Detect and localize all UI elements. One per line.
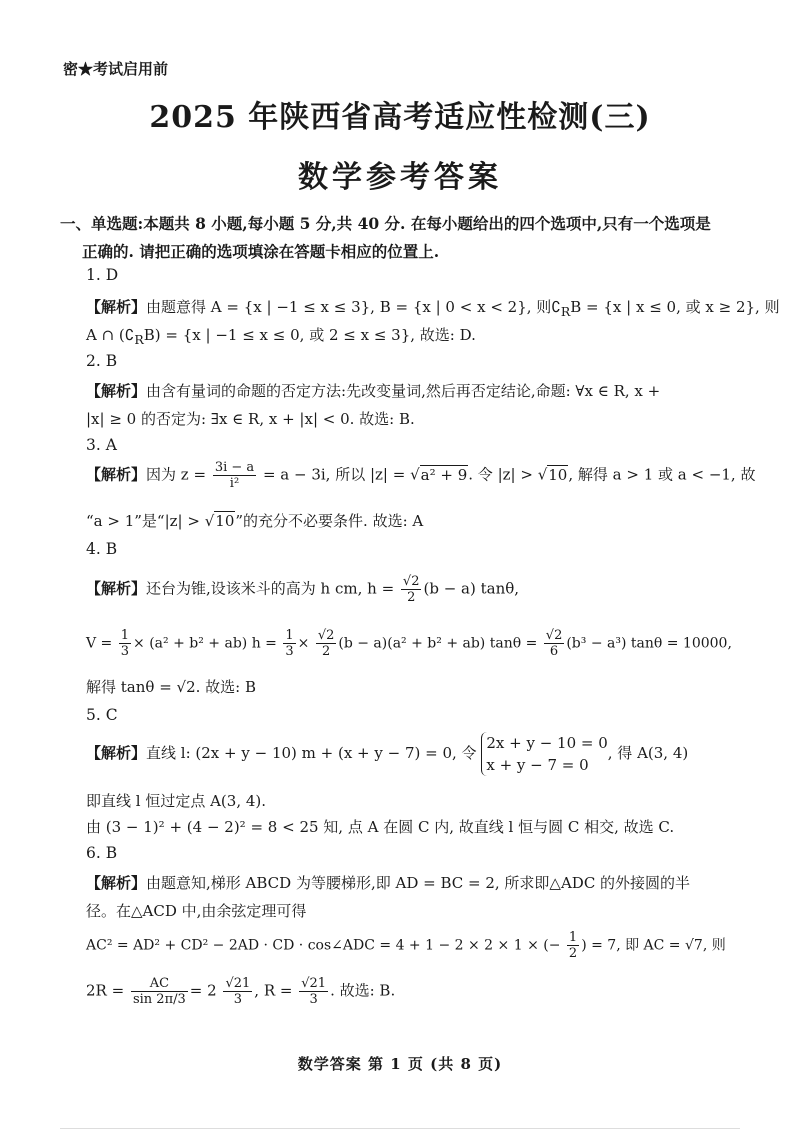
- answer-4: 4. B: [86, 540, 118, 558]
- bottom-divider: [60, 1128, 740, 1129]
- q3-text: , 解得 a > 1 或 a < −1, 故: [568, 465, 756, 484]
- q6-fraction: [299, 976, 328, 1007]
- page-footer: 数学答案 第 1 页 (共 8 页): [297, 1055, 503, 1073]
- q6-line-2: 径。在△ACD 中,由余弦定理可得: [86, 902, 307, 920]
- answer-3: 3. A: [86, 436, 117, 454]
- q1-text: B = {x | x ≤ 0, 或 x ≥ 2}, 则: [570, 298, 780, 316]
- q6-text: , R =: [254, 981, 293, 1000]
- q6-frac-den: 2: [568, 946, 578, 961]
- q1-text: B) = {x | −1 ≤ x ≤ 0, 或 2 ≤ x ≤ 3}, 故选: D.: [143, 326, 476, 344]
- jiexi-label: 【解析】: [86, 874, 147, 892]
- q4-frac-den: 2: [407, 590, 416, 605]
- jiexi-label: 【解析】: [86, 465, 147, 484]
- q3-fraction: [213, 460, 256, 491]
- q6-text: AC² = AD² + CD² − 2AD · CD · cos∠ADC = 4 + 1 − 2 × 2 × 1 × (−: [86, 937, 561, 954]
- q6-frac-den: sin 2π/3: [132, 992, 186, 1007]
- jiexi-label: 【解析】: [86, 744, 147, 762]
- q2-line-2: |x| ≥ 0 的否定为: ∃x ∈ R, x + |x| < 0. 故选: B.: [86, 410, 415, 428]
- confidential-mark: 密★考试启用前: [63, 60, 169, 78]
- q4-fraction: [283, 628, 295, 659]
- section-heading: [60, 210, 750, 266]
- q1-line-1: [86, 296, 780, 319]
- section-line-1: 一、单选题:本题共 8 小题,每小题 5 分,共 40 分. 在每小题给出的四个选项中,只有一个选项是: [60, 214, 711, 233]
- jiexi-label: 【解析】: [86, 382, 147, 400]
- q3-text: ”的充分不必要条件. 故选: A: [235, 512, 424, 530]
- q6-text: 2R =: [86, 981, 125, 1000]
- page-subtitle: 数学参考答案: [298, 160, 502, 195]
- q6-frac-num: √21: [301, 976, 327, 991]
- q4-line-3: 解得 tanθ = √2. 故选: B: [86, 678, 257, 696]
- q3-line-2: “a > 1”是“|z| > √10”的充分不必要条件. 故选: A: [86, 512, 424, 530]
- q4-frac-den: 3: [285, 644, 294, 659]
- q4-fraction: [119, 628, 131, 659]
- jiexi-label: 【解析】: [86, 579, 147, 598]
- q6-line-1: [86, 872, 746, 893]
- q4-text: (b − a)(a² + b² + ab) tanθ =: [338, 635, 538, 652]
- q5-text: 直线 l: (2x + y − 10) m + (x + y − 7) = 0, 令: [146, 744, 477, 762]
- q5-line-1: [86, 732, 746, 776]
- q3-sqrt: 10: [215, 512, 235, 530]
- q1-line-2: [86, 324, 746, 347]
- q2-text: 由含有量词的命题的否定方法:先改变量词,然后再否定结论,命题: ∀x ∈ R, x +: [146, 382, 661, 400]
- q3-frac-num: 3i − a: [214, 460, 255, 475]
- q3-text: “a > 1”是“|z| >: [86, 512, 200, 530]
- q6-line-4: [86, 976, 746, 1007]
- q4-frac-den: 2: [321, 644, 331, 659]
- q4-text: × (a² + b² + ab) h =: [133, 635, 277, 652]
- q1-sub: R: [560, 304, 571, 319]
- q6-frac-num: √21: [225, 976, 251, 991]
- q6-text: . 故选: B.: [330, 981, 396, 1000]
- q4-fraction: [401, 574, 422, 605]
- q3-sqrt: 10: [548, 465, 568, 484]
- q1-text: A ∩ (∁: [86, 326, 135, 344]
- q5-eq-1: 2x + y − 10 = 0: [486, 734, 608, 752]
- q3-frac-den: i²: [229, 476, 240, 491]
- q3-text: = a − 3i, 所以 |z| =: [262, 465, 406, 484]
- q6-text: = 2: [189, 981, 217, 1000]
- q5-line-3: 由 (3 − 1)² + (4 − 2)² = 8 < 25 知, 点 A 在圆 C 内, 故直线 l 恒与圆 C 相交, 故选 C.: [86, 818, 675, 836]
- jiexi-label: 【解析】: [86, 298, 147, 316]
- q4-frac-den: 6: [549, 644, 559, 659]
- q4-text: V =: [86, 635, 113, 652]
- q3-text: 因为 z =: [146, 465, 207, 484]
- q4-line-2: [86, 628, 746, 659]
- answer-6: 6. B: [86, 844, 118, 862]
- q1-sub: R: [134, 332, 144, 347]
- q6-fraction: [567, 930, 579, 961]
- q4-frac-num: √2: [545, 628, 563, 643]
- answer-5: 5. C: [86, 706, 118, 724]
- q4-frac-num: 1: [285, 628, 294, 643]
- q1-text: 由题意得 A = {x | −1 ≤ x ≤ 3}, B = {x | 0 < x < 2}, 则∁: [146, 298, 561, 316]
- q4-text: (b − a) tanθ,: [423, 579, 520, 598]
- q6-line-3: [86, 930, 746, 961]
- q4-frac-num: √2: [317, 628, 335, 643]
- q6-fraction: [131, 976, 188, 1007]
- q6-frac-num: 1: [568, 930, 578, 945]
- q6-frac-den: 3: [233, 992, 242, 1007]
- q4-text: ×: [297, 635, 310, 652]
- q5-eq-2: x + y − 7 = 0: [486, 756, 589, 774]
- q3-text: . 令 |z| >: [468, 465, 533, 484]
- q2-line-1: [86, 380, 746, 401]
- q4-frac-num: √2: [402, 574, 420, 589]
- q4-fraction: [316, 628, 337, 659]
- section-line-2: 正确的. 请把正确的选项填涂在答题卡相应的位置上.: [82, 242, 440, 261]
- q4-line-1: [86, 574, 746, 605]
- page-title: 2025 年陕西省高考适应性检测(三): [149, 100, 651, 135]
- q4-frac-num: 1: [120, 628, 130, 643]
- q6-frac-num: AC: [131, 976, 188, 992]
- q4-fraction: [544, 628, 565, 659]
- q3-line-1: 【解析】因为 z = $\frac{3i - a}{\text{i²}}$ = a − 3i, 所以 |z| = √a² + 9. 令 |z| > √10, 解得 a > 1 或 a < −1, 故: [86, 460, 756, 491]
- q4-text: 还台为锥,设该米斗的高为 h cm, h =: [146, 579, 395, 598]
- q5-line-2: 即直线 l 恒过定点 A(3, 4).: [86, 792, 267, 810]
- answer-1: 1. D: [86, 266, 119, 284]
- q6-fraction: [223, 976, 252, 1007]
- q4-frac-den: 3: [120, 644, 130, 659]
- answer-2: 2. B: [86, 352, 118, 370]
- q6-text: 由题意知,梯形 ABCD 为等腰梯形,即 AD = BC = 2, 所求即△ADC 的外接圆的半: [146, 874, 691, 892]
- q5-equation-system: [481, 732, 607, 776]
- q4-text: (b³ − a³) tanθ = 10000,: [566, 635, 732, 652]
- q3-sqrt: a² + 9: [420, 465, 468, 484]
- q6-text: ) = 7, 即 AC = √7, 则: [581, 937, 726, 954]
- q6-frac-den: 3: [309, 992, 318, 1007]
- q5-text: , 得 A(3, 4): [607, 744, 689, 762]
